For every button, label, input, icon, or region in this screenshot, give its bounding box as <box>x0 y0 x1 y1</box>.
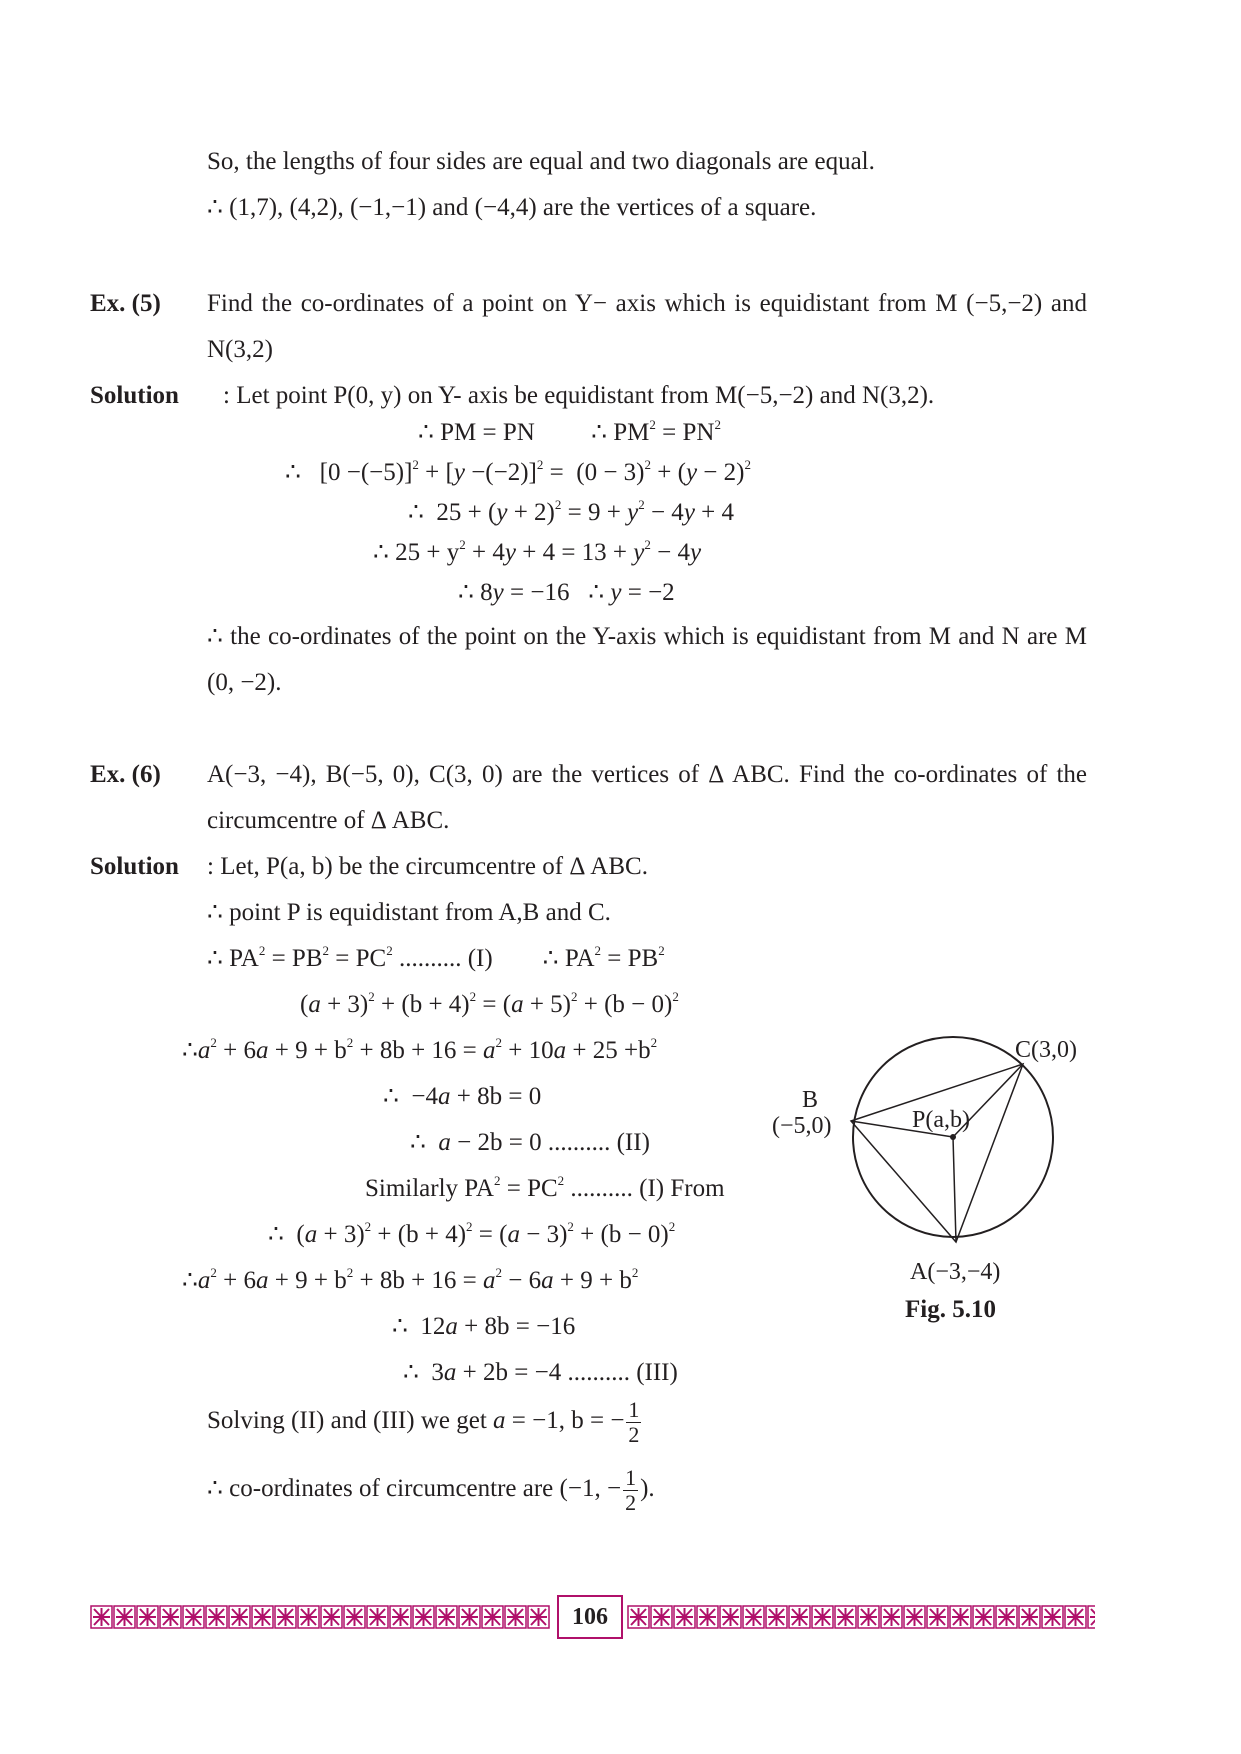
ex5-solution-line: : Let point P(0, y) on Y- axis be equidistant from M(−5,−2) and N(3,2). <box>223 382 935 409</box>
ex5-question: Find the co-ordinates of a point on Y− axis which is equidistant from M (−5,−2) and N(3,2) <box>207 290 1087 363</box>
ornament-band-right <box>627 1605 1095 1629</box>
label-b: B <box>802 1087 819 1113</box>
ex5-label: Ex. (5) <box>90 290 161 317</box>
radius-pa <box>953 1137 956 1242</box>
ex6-eq-10: ∴ 3a + 2b = −4 .......... (III) <box>403 1359 678 1386</box>
ornament-band-left <box>90 1605 550 1629</box>
label-p: P(a,b) <box>912 1107 970 1133</box>
ex5-solution-label: Solution <box>90 382 179 409</box>
carry-over-line-2: ∴ (1,7), (4,2), (−1,−1) and (−4,4) are the vertices of a square. <box>207 194 817 221</box>
ex5-conclusion: ∴ the co-ordinates of the point on the Y-axis which is equidistant from M and N are M (0, −2). <box>207 623 1087 696</box>
ex6-eq-6: Similarly $PA^2 = PC^2$ .......... (I) From <box>365 1173 725 1202</box>
ex6-eq-1: ∴ $PA^2 = PB^2 = PC^2$ .......... (I) ∴ $PA^2 = PB^2$ <box>207 943 665 972</box>
ornament-right <box>627 1605 1095 1629</box>
ex6-question: A(−3, −4), B(−5, 0), C(3, 0) are the vertices of Δ ABC. Find the co-ordinates of the circumcentre of Δ ABC. <box>207 761 1087 834</box>
ex5-eq-4: ∴ $25 + y^2 + 4y + 4 = 13 + y^2 - 4y$ <box>373 537 702 566</box>
label-c: C(3,0) <box>1015 1037 1077 1063</box>
page-footer <box>90 1595 1095 1639</box>
figure-caption: Fig. 5.10 <box>905 1296 996 1323</box>
ex6-eq-9: ∴ 12a + 8b = −16 <box>392 1313 576 1340</box>
ex6-eq-5: ∴ a − 2b = 0 .......... (II) <box>410 1129 650 1156</box>
ex5-eq-5: ∴ 8y = −16 ∴ y = −2 <box>458 579 675 606</box>
ex6-eq-2: $(a + 3)^2 + (b + 4)^2 = (a + 5)^2 + (b - 0)^2$ <box>300 989 679 1018</box>
ex6-eq-3: $\therefore a^2 + 6a + 9 + b^2 + 8b + 16 = a^2 + 10a + 25 +b^2$ <box>182 1035 658 1064</box>
ornament-left <box>90 1605 550 1629</box>
ex6-solution-label: Solution <box>90 853 179 880</box>
figure-circumcircle <box>760 1035 1090 1325</box>
label-a: A(−3,−4) <box>910 1259 1001 1285</box>
ex6-eq-7: ∴ $(a + 3)^2 + (b + 4)^2 = (a - 3)^2 + (b - 0)^2$ <box>268 1219 676 1248</box>
ex5-eq-1: ∴ PM = PN ∴ $PM^2 = PN^2$ <box>418 417 721 446</box>
ex6-eq-4: ∴ −4a + 8b = 0 <box>383 1083 542 1110</box>
ex6-eq-8: $\therefore a^2 + 6a + 9 + b^2 + 8b + 16 = a^2 - 6a + 9 + b^2$ <box>182 1265 639 1294</box>
ex6-eq-12: ∴ co-ordinates of circumcentre are (−1, − $\frac{1}{2}$ ). <box>207 1464 655 1515</box>
ex6-solution-line-2: ∴ point P is equidistant from A,B and C. <box>207 899 611 926</box>
ex6-label: Ex. (6) <box>90 761 161 788</box>
carry-over-line-1: So, the lengths of four sides are equal and two diagonals are equal. <box>207 148 875 175</box>
label-b-coords: (−5,0) <box>772 1113 832 1139</box>
page-number: 106 <box>557 1595 623 1639</box>
ex5-eq-2: ∴ $[0 -(-5)]^2 + [y -(-2)]^2 = (0 - 3)^2 + (y - 2)^2$ <box>285 457 751 486</box>
ex5-eq-3: ∴ $25 + (y + 2)^2 = 9 + y^2 - 4y + 4$ <box>408 497 735 526</box>
ex6-eq-11: Solving (II) and (III) we get a = −1, b = − $\frac{1}{2}$ <box>207 1396 640 1447</box>
ex6-solution-line-1: : Let, P(a, b) be the circumcentre of Δ ABC. <box>207 853 648 880</box>
